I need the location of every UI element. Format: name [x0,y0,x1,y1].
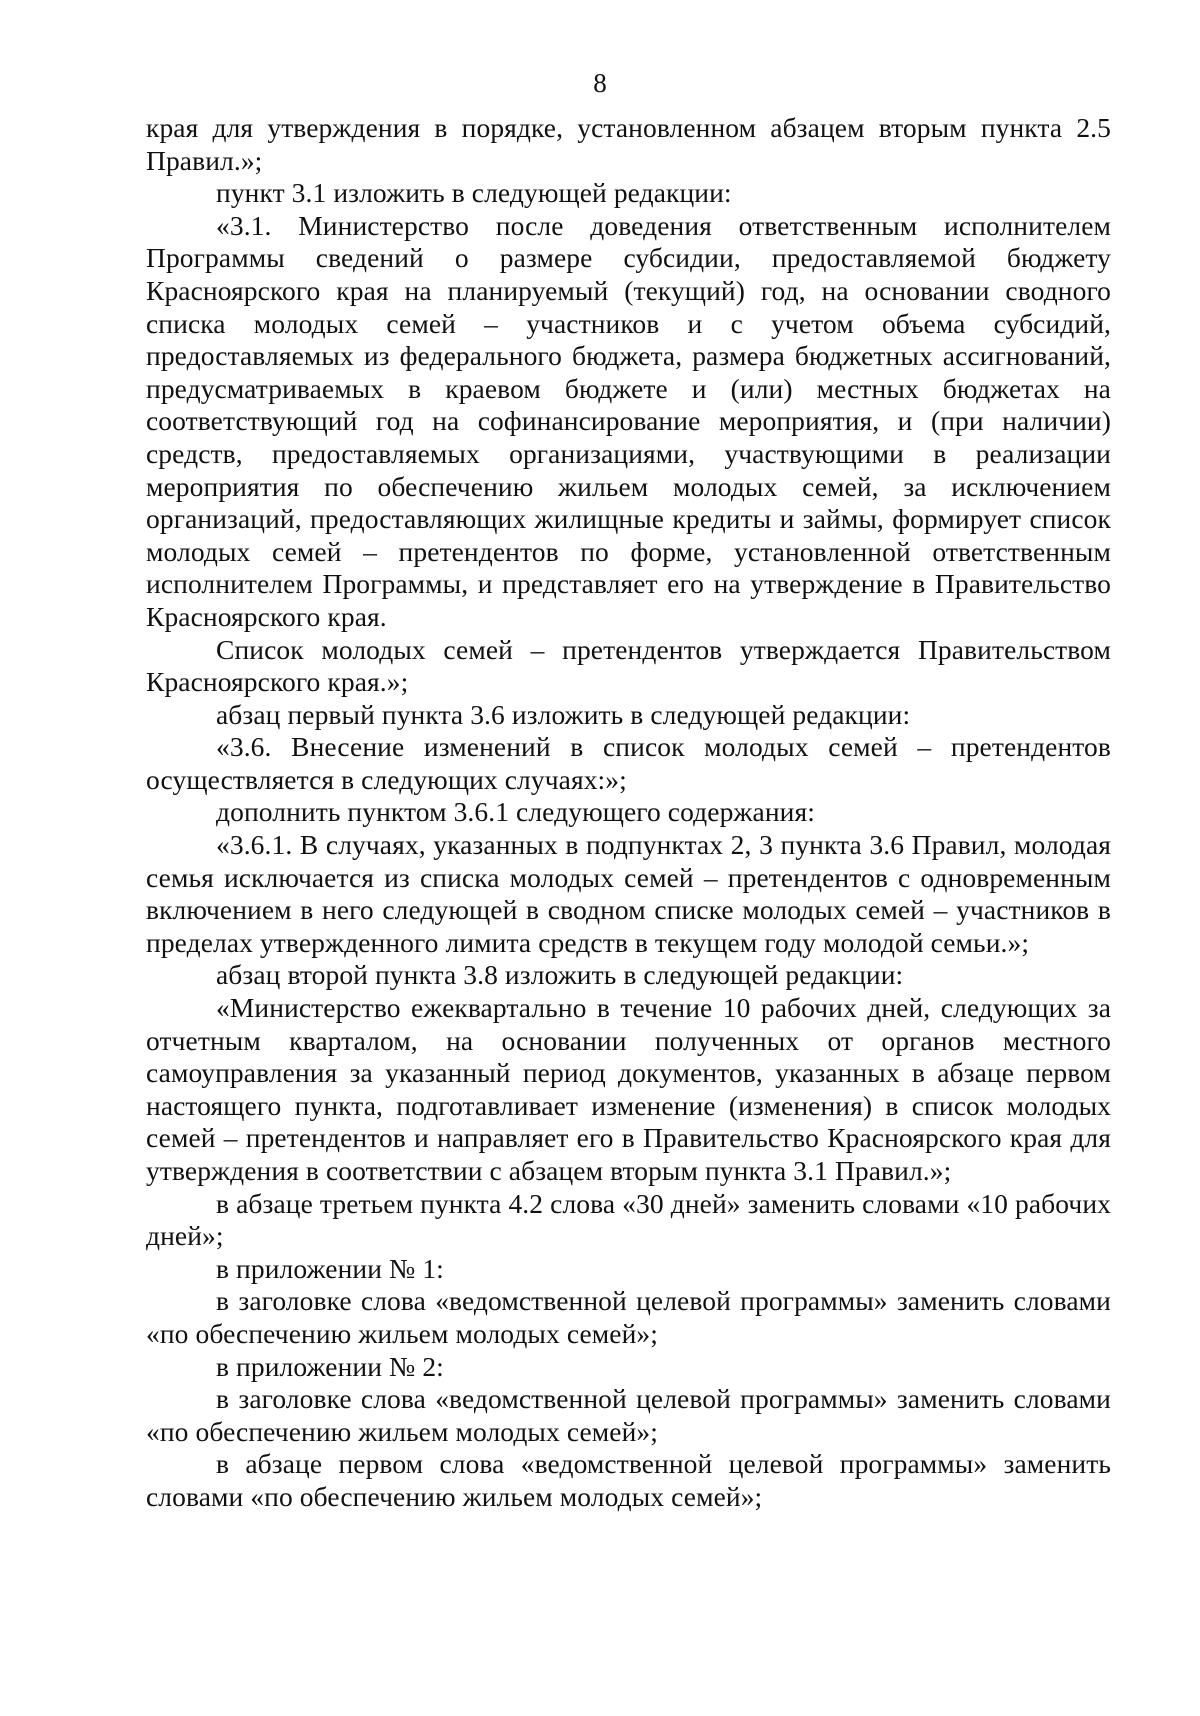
document-body [146,112,1111,1514]
paragraph-list-approval: Список молодых семей – претендентов утверждается Правительством Красноярского края.»; [146,633,1111,698]
paragraph-clause-3-6-1-text: «3.6.1. В случаях, указанных в подпунктах 2, 3 пункта 3.6 Правил, молодая семья исключается из списка молодых семей – претендентов с одновременным включением в него следующей в сводном списке молодых семей – участников в пределах утвержденного лимита средств в текущем году молодой семьи.»; [146,829,1111,958]
paragraph-clause-3-6-text: «3.6. Внесение изменений в список молодых семей – претендентов осуществляется в следующих случаях:»; [146,731,1111,795]
paragraph-clause-3-6-intro: абзац первый пункта 3.6 изложить в следующей редакции: [216,698,911,730]
paragraph-clause-3-6-1-intro: дополнить пунктом 3.6.1 следующего содержания: [216,796,815,828]
paragraph-appendix-2-title: в заголовке слова «ведомственной целевой программы» заменить словами «по обеспечению жильем молодых семей»; [146,1383,1111,1447]
paragraph-clause-3-1-text: «3.1. Министерство после доведения ответственным исполнителем Программы сведений о размере субсидии, предоставляемой бюджету Красноярского края на планируемый (текущий) год, на основании сводного списка молодых семей – участников и с учетом объема субсидий, предоставляемых из федерального бюджета, размера бюджетных ассигнований, предусматриваемых в краевом бюджете и (или) местных бюджетах на соответствующий год на софинансирование мероприятия, и (при наличии) средств, предоставляемых организациями, участвующими в реализации мероприятия по обеспечению жильем молодых семей, за исключением организаций, предоставляющих жилищные кредиты и займы, формирует список молодых семей – претендентов по форме, установленной ответственным исполнителем Программы, и представляет его на утверждение в Правительство Красноярского края. [146,209,1111,632]
paragraph-appendix-2: в приложении № 2: [216,1350,444,1382]
paragraph-continuation: края для утверждения в порядке, установленном абзацем вторым пункта 2.5 Правил.»; [146,112,1111,176]
page-number: 8 [593,68,607,98]
paragraph-appendix-1-title: в заголовке слова «ведомственной целевой программы» заменить словами «по обеспечению жильем молодых семей»; [146,1285,1111,1349]
paragraph-appendix-2-first-para: в абзаце первом слова «ведомственной целевой программы» заменить словами «по обеспечению жильем молодых семей»; [146,1448,1111,1512]
paragraph-clause-4-2: в абзаце третьем пункта 4.2 слова «30 дней» заменить словами «10 рабочих дней»; [146,1187,1111,1252]
paragraph-appendix-1: в приложении № 1: [216,1252,444,1284]
paragraph-clause-3-1-intro: пункт 3.1 изложить в следующей редакции: [216,177,732,209]
paragraph-clause-3-8-text: «Министерство ежеквартально в течение 10 рабочих дней, следующих за отчетным кварталом, на основании полученных от органов местного самоуправления за указанный период документов, указанных в абзаце первом настоящего пункта, подготавливает изменение (изменения) в список молодых семей – претендентов и направляет его в Правительство Красноярского края для утверждения в соответствии с абзацем вторым пункта 3.1 Правил.»; [146,992,1111,1186]
paragraph-clause-3-8-intro: абзац второй пункта 3.8 изложить в следующей редакции: [216,959,904,991]
